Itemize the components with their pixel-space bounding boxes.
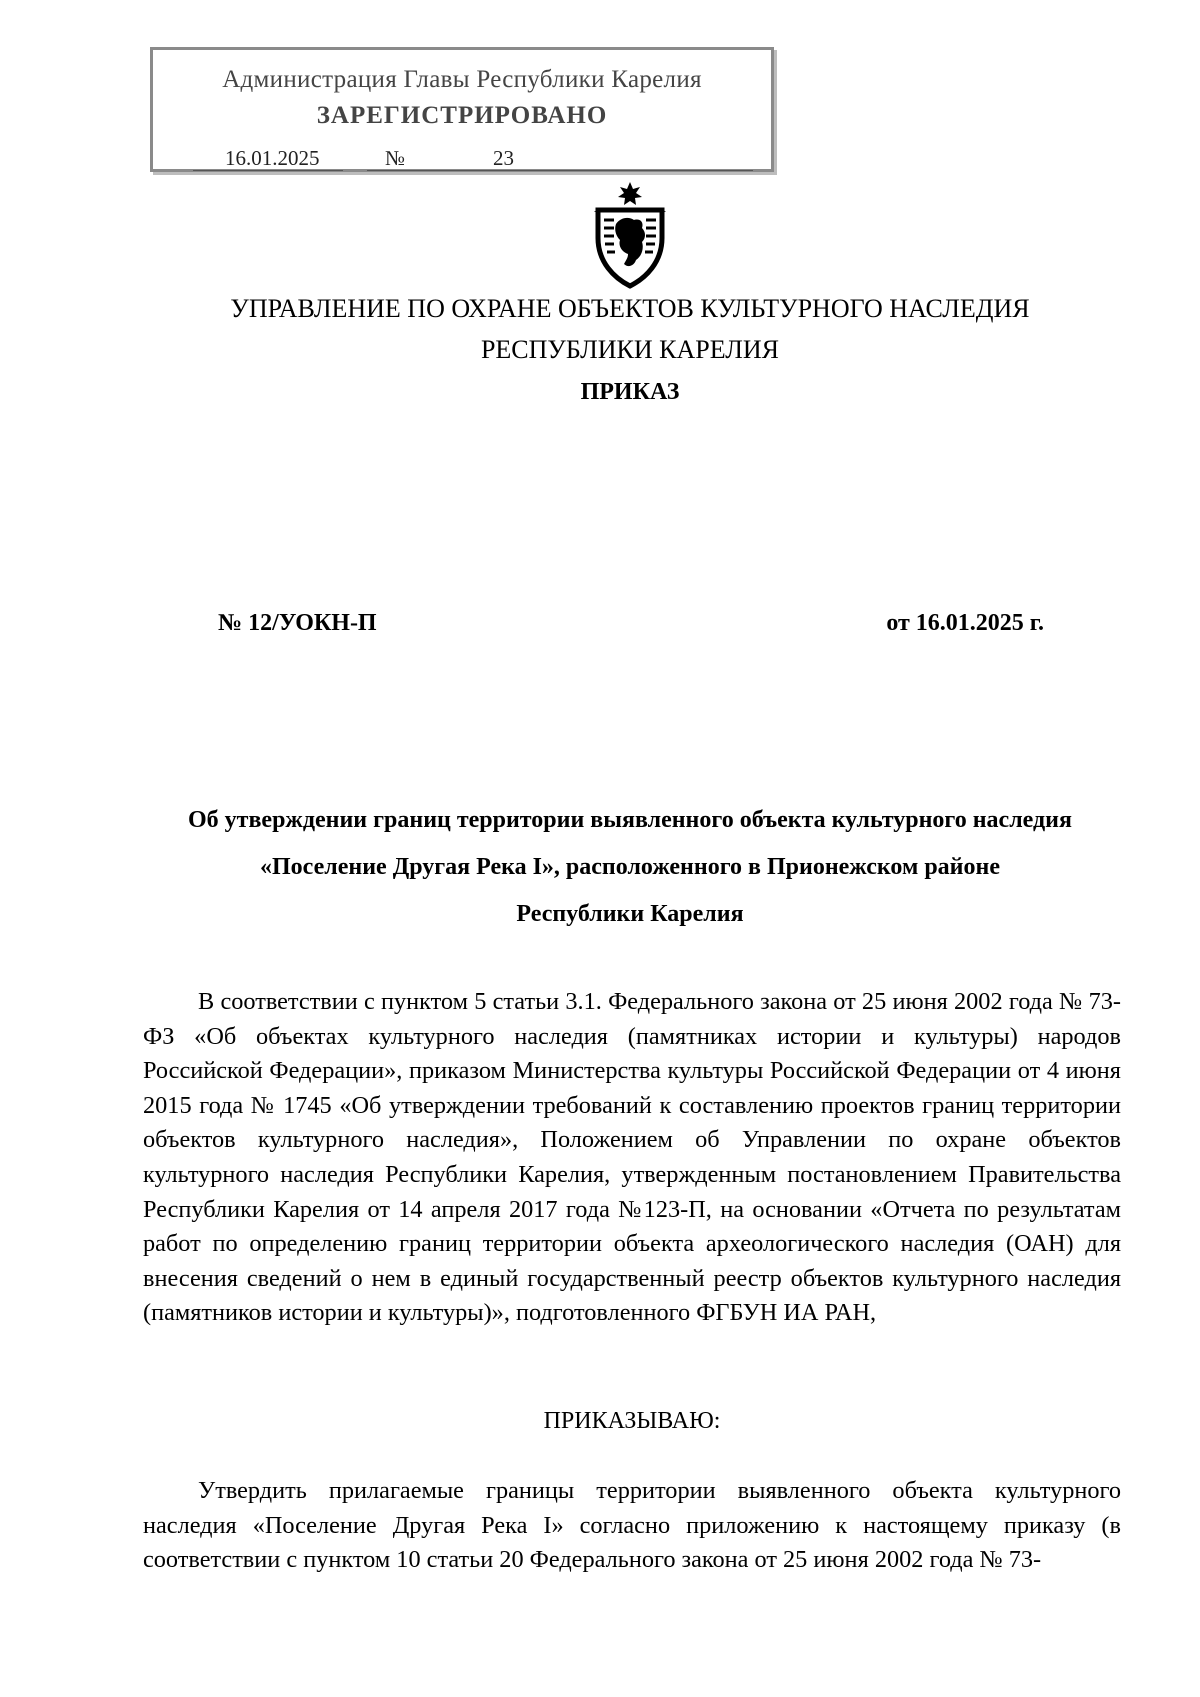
stamp-status: ЗАРЕГИСТРИРОВАНО <box>316 102 608 129</box>
agency-name-line2: РЕСПУБЛИКИ КАРЕЛИЯ <box>480 335 780 364</box>
registration-stamp <box>150 47 774 172</box>
agency-name-line1: УПРАВЛЕНИЕ ПО ОХРАНЕ ОБЪЕКТОВ КУЛЬТУРНОГО НАСЛЕДИЯ <box>230 294 1030 323</box>
order-number: № 12/УОКН-П <box>218 610 377 636</box>
stamp-number: 23 <box>493 146 514 170</box>
title-line-1: Об утверждении границ территории выявленного объекта культурного наследия <box>188 807 1072 833</box>
body-paragraph-2: Утвердить прилагаемые границы территории выявленного объекта культурного наследия «Поселение Другая Река I» согласно приложению к настоящему приказу (в соответствии с пунктом 10 статьи 20 Федерального закона от 25 июня 2002 года № 73- <box>143 1477 1121 1574</box>
decree-word: ПРИКАЗЫВАЮ: <box>543 1408 721 1434</box>
order-date: от 16.01.2025 г. <box>886 610 1044 636</box>
stamp-organization: Администрация Главы Республики Карелия <box>222 66 702 93</box>
stamp-date: 16.01.2025 <box>225 146 320 170</box>
document-title <box>140 797 1120 938</box>
document-type: ПРИКАЗ <box>580 379 680 405</box>
title-line-3: Республики Карелия <box>516 901 744 927</box>
stamp-number-label: № <box>385 146 406 170</box>
coat-of-arms-icon <box>584 180 676 290</box>
body-paragraph-1: В соответствии с пунктом 5 статьи 3.1. Федерального закона от 25 июня 2002 года № 73-ФЗ «Об объектах культурного наследия (памятниках истории и культуры) народов Российской Федерации», приказом Министерства культуры Российской Федерации от 4 июня 2015 года № 1745 «Об утверждении требований к составлению проектов границ территории объектов культурного наследия», Положением об Управлении по охране объектов культурного наследия Республики Карелия, утвержденным постановлением Правительства Республики Карелия от 14 апреля 2017 года №123-П, на основании «Отчета по результатам работ по определению границ территории объекта археологического наследия (ОАН) для внесения сведений о нем в единый государственный реестр объектов культурного наследия (памятников истории и культуры)», подготовленного ФГБУН ИА РАН, <box>143 988 1121 1327</box>
title-line-2: «Поселение Другая Река I», расположенного в Прионежском районе <box>260 854 1000 880</box>
